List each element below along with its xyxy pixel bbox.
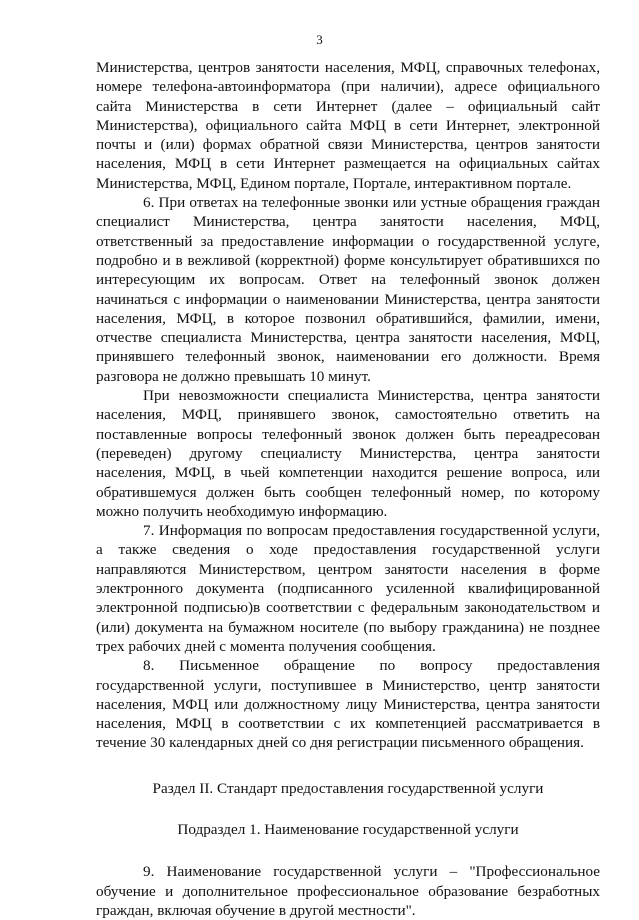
paragraph-continuation: Министерства, центров занятости населения, МФЦ, справочных телефонах, номере телефона-автоинформатора (при наличии), адресе официального сайта Министерства в сети Интернет (далее – официальный сайт Министерства), официального сайта МФЦ в сети Интернет, электронной почты и (или) формах обратной связи Министерства, центров занятости населения, МФЦ в сети Интернет размещается на официальных сайтах Министерства, МФЦ, Едином портале, Портале, интерактивном портале. [96, 59, 600, 192]
paragraph-item-7: 7. Информация по вопросам предоставления государственной услуги, а также сведения о ходе предоставления государственной услуги направляются Министерством, центром занятости населения в форме электронного документа (подписанного усиленной квалифицированной электронной подписью)в соответствии с федеральным законодательством и (или) документа на бумажном носителе (по выбору гражданина) не позднее трех рабочих дней с момента получения сообщения. [96, 522, 600, 655]
paragraph-item-8: 8. Письменное обращение по вопросу предоставления государственной услуги, поступившее в Министерство, центр занятости населения, МФЦ или должностному лицу Министерства, центра занятости населения, МФЦ в соответствии с их компетенцией рассматривается в течение 30 календарных дней со дня регистрации письменного обращения. [96, 657, 600, 752]
page-number: 3 [316, 32, 323, 47]
document-body [96, 58, 600, 920]
paragraph-item-6-continued: При невозможности специалиста Министерства, центра занятости населения, МФЦ, принявшего звонок, самостоятельно ответить на поставленные вопросы телефонный звонок должен быть переадресован (переведен) другому специалисту Министерства, центра занятости населения, МФЦ, в чьей компетенции находится решение вопроса, или обратившемуся должен быть сообщен телефонный номер, по которому можно получить необходимую информацию. [96, 387, 600, 520]
section-heading: Раздел II. Стандарт предоставления государственной услуги [152, 779, 544, 797]
paragraph-item-6: 6. При ответах на телефонные звонки или устные обращения граждан специалист Министерства, центра занятости населения, МФЦ, ответственный за предоставление информации о государственной услуге, подробно и в вежливой (корректной) форме консультирует обратившихся по интересующим их вопросам. Ответ на телефонный звонок должен начинаться с информации о наименовании Министерства, центра занятости населения, МФЦ, в которое позвонил обратившийся, фамилии, имени, отчестве специалиста Министерства, центра занятости населения, МФЦ, принявшего телефонный звонок, наименовании его должности. Время разговора не должно превышать 10 минут. [96, 194, 600, 385]
paragraph-item-9: 9. Наименование государственной услуги – "Профессиональное обучение и дополнительное профессиональное образование безработных граждан, включая обучение в другой местности". [96, 863, 600, 919]
subsection-heading: Подраздел 1. Наименование государственной услуги [177, 820, 519, 838]
